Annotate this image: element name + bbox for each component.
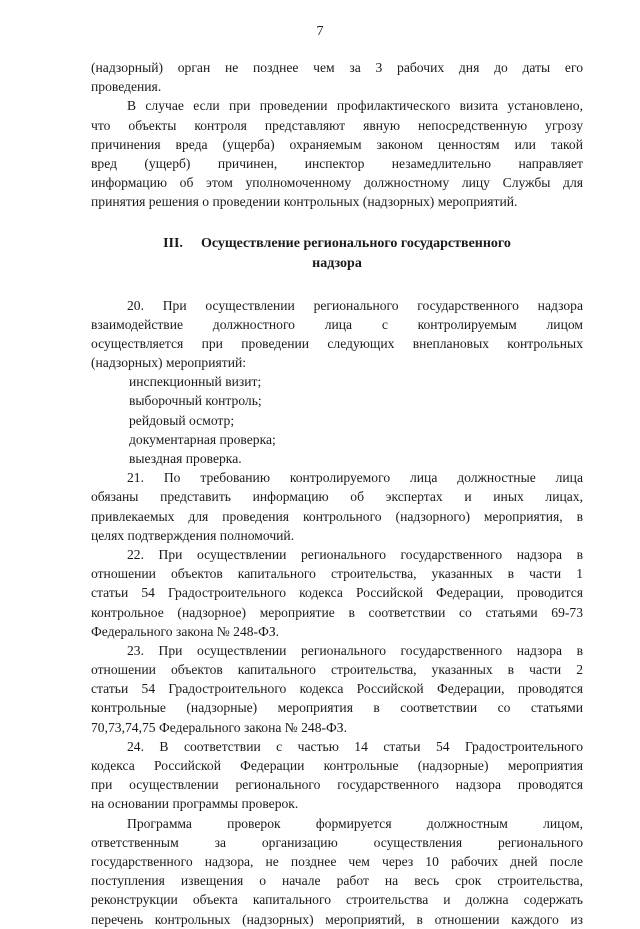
text-line: 24. В соответствии с частью 14 статьи 54 Градостроительного [127, 738, 583, 754]
spacer [91, 274, 583, 296]
text-line: государственного надзора, не позднее чем через 10 рабочих дней после [91, 853, 583, 869]
list-item: документарная проверка; [129, 431, 276, 447]
text-line: отношении объектов капитального строительства, указанных в части 1 [91, 566, 583, 582]
text-line: осуществляется при проведении следующих внеплановых контрольных [91, 335, 583, 351]
paragraph-21 [91, 468, 583, 545]
text-line: причинения вреда (ущерба) охраняемым законом ценностям или такой [91, 136, 583, 152]
text-line: статьи 54 Градостроительного кодекса Российской Федерации, проводится [91, 585, 583, 601]
text-line: В случае если при проведении профилактического визита установлено, [127, 98, 583, 114]
text-line: кодекса Российской Федерации контрольные (надзорные) мероприятия [91, 758, 583, 773]
section-heading [91, 234, 583, 274]
text-line: статьи 54 Градостроительного кодекса Российской Федерации, проводятся [91, 681, 583, 697]
paragraph-continuation [91, 58, 583, 96]
paragraph-profilactic-visit [91, 96, 583, 211]
spacer [91, 212, 583, 234]
text-line: Федерального закона № 248-ФЗ. [91, 623, 280, 639]
section-number: III. [163, 235, 183, 251]
paragraph-20 [91, 296, 583, 373]
paragraph-22 [91, 545, 583, 641]
text-line: (надзорный) орган не позднее чем за 3 рабочих дня до даты его [91, 60, 583, 75]
text-line: 22. При осуществлении регионального государственного надзора в [127, 546, 583, 562]
text-line: целях подтверждения полномочий. [91, 527, 295, 543]
text-line: на основании программы проверок. [91, 796, 299, 812]
text-line: отношении объектов капитального строительства, указанных в части 2 [91, 662, 583, 678]
text-line: принятия решения о проведении контрольных (надзорных) мероприятий. [91, 194, 518, 210]
paragraph-24 [91, 737, 583, 814]
list-item: выборочный контроль; [129, 393, 262, 409]
text-line: контрольные (надзорные) мероприятия в соответствии со статьями [91, 700, 583, 716]
list-item: инспекционный визит; [129, 374, 262, 390]
text-line: обязаны представить информацию об экспертах и иных лицах, [91, 489, 583, 505]
text-line: ответственным за организацию осуществления регионального [91, 834, 583, 850]
section-title-line2: надзора [312, 255, 362, 271]
text-line: вред (ущерб) причинен, инспектор незамедлительно направляет [91, 155, 583, 171]
text-line: (надзорных) мероприятий: [91, 355, 247, 371]
page-number: 7 [316, 24, 324, 39]
list-item: рейдовый осмотр; [129, 412, 235, 428]
text-line: 70,73,74,75 Федерального закона № 248-ФЗ. [91, 719, 348, 735]
text-line: взаимодействие должностного лица с контролируемым лицом [91, 316, 583, 332]
text-line: перечень контрольных (надзорных) мероприятий, в отношении каждого из [91, 911, 583, 927]
text-line: Программа проверок формируется должностным лицом, [127, 815, 583, 831]
section-title-line1: Осуществление регионального государственного [200, 235, 511, 251]
text-line: 21. По требованию контролируемого лица должностные лица [127, 470, 583, 486]
text-line: привлекаемых для проведения контрольного (надзорного) мероприятия, в [91, 508, 583, 524]
inspection-types-list [91, 372, 583, 468]
paragraph-23 [91, 641, 583, 737]
list-item: выездная проверка. [129, 451, 242, 466]
document-body [91, 58, 583, 929]
text-line: контрольное (надзорное) мероприятие в соответствии со статьями 69-73 [91, 604, 583, 620]
text-line: поступления извещения о начале работ на весь срок строительства, [91, 873, 583, 889]
text-line: 23. При осуществлении регионального государственного надзора в [127, 642, 583, 658]
text-line: что объекты контроля представляют явную непосредственную угрозу [91, 117, 583, 133]
text-line: информацию об этом уполномоченному должностному лицу Службы для [91, 175, 583, 191]
paragraph-inspection-program [91, 814, 583, 929]
text-line: 20. При осуществлении регионального государственного надзора [127, 297, 583, 313]
text-line: реконструкции объекта капитального строительства и должна содержать [91, 892, 583, 908]
text-line: при осуществлении регионального государственного надзора проводятся [91, 777, 583, 793]
text-line: проведения. [91, 79, 162, 95]
